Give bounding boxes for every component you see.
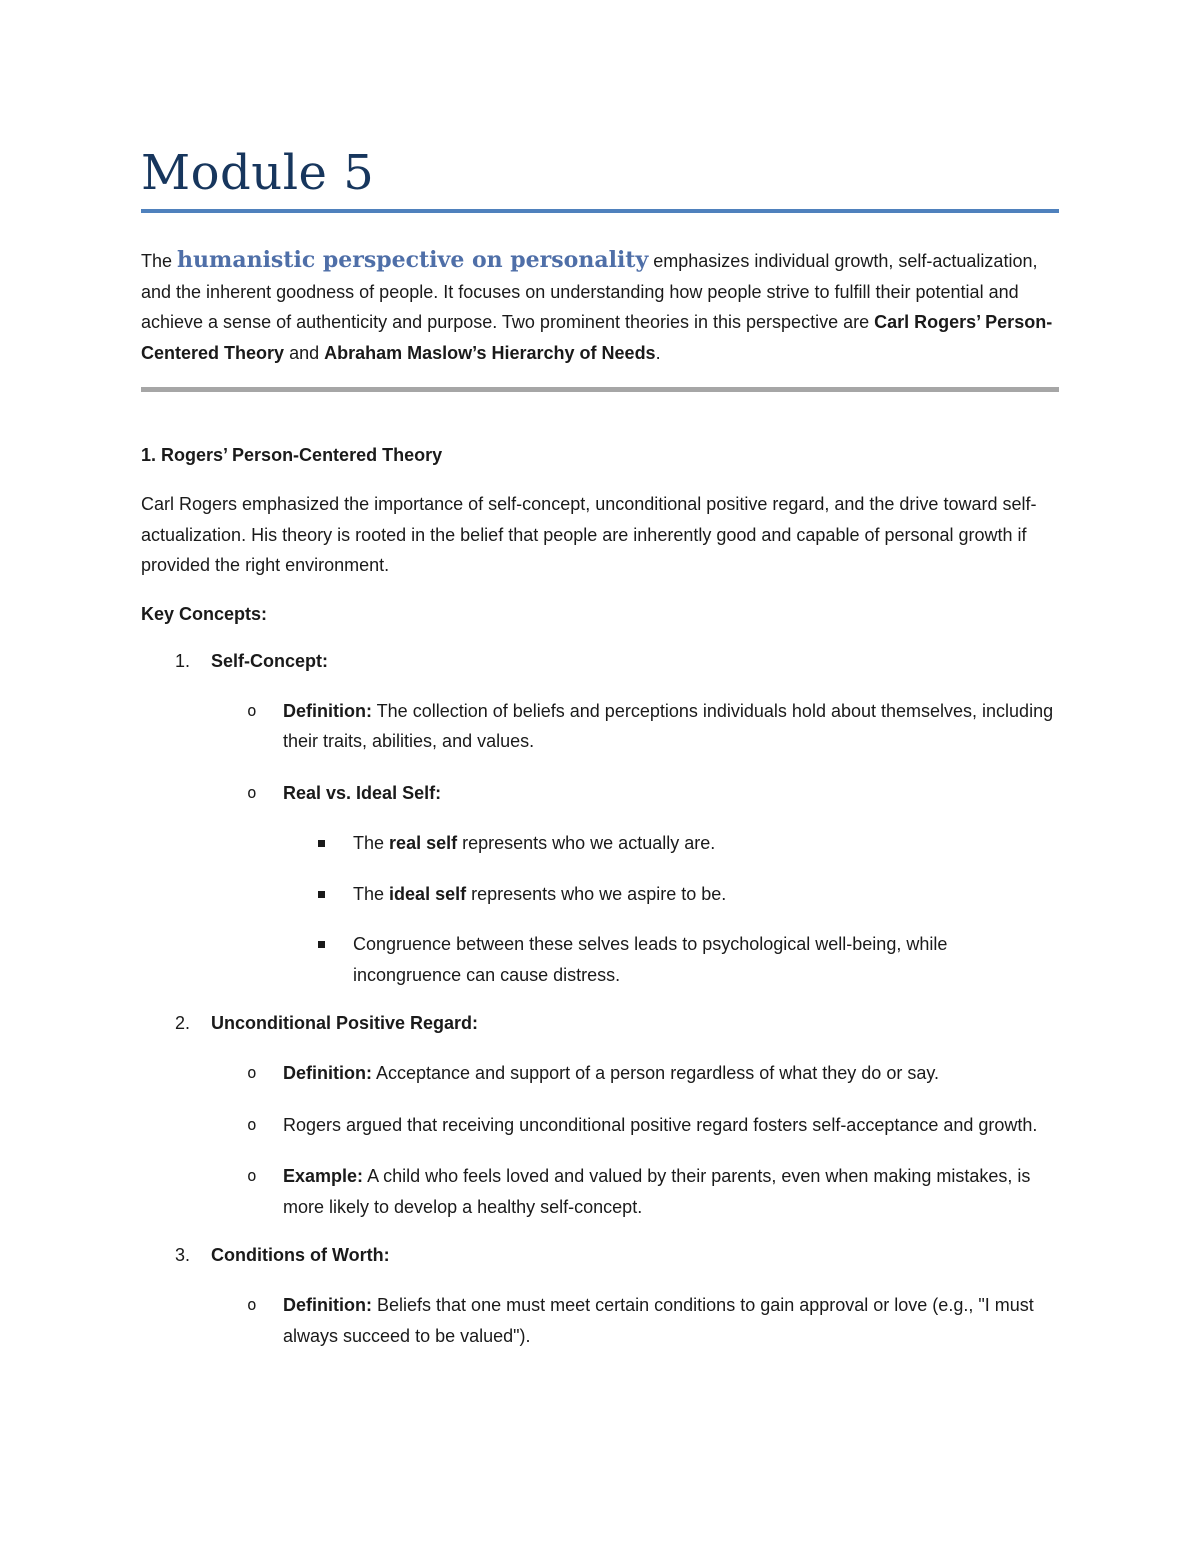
bullet-text: Congruence between these selves leads to psychological well-being, while incongruence can cause distress. xyxy=(353,934,948,985)
intro-paragraph xyxy=(141,245,1059,368)
definition-text: Acceptance and support of a person regardless of what they do or say. xyxy=(376,1063,940,1083)
subsub-item-congruence xyxy=(141,929,1059,990)
concepts-list xyxy=(141,647,1059,1352)
intro-end: . xyxy=(655,342,661,363)
sub-item-definition xyxy=(141,696,1059,757)
concept-number: 1. xyxy=(175,650,191,671)
concept-title: Unconditional Positive Regard: xyxy=(211,1013,479,1033)
concept-title: Self-Concept: xyxy=(211,650,328,671)
definition-label: Definition: xyxy=(283,1295,372,1315)
bullet-pre: The xyxy=(353,833,385,853)
circle-bullet-icon: o xyxy=(247,1166,257,1185)
concept-item-conditions-of-worth xyxy=(141,1241,1059,1351)
circle-bullet-icon: o xyxy=(247,700,257,720)
circle-bullet-icon: o xyxy=(247,1295,257,1314)
sub-item-real-vs-ideal xyxy=(141,778,1059,991)
definition-label: Definition: xyxy=(283,1063,372,1083)
intro-and: and xyxy=(289,342,320,363)
concept-item-self-concept xyxy=(141,647,1059,991)
definition-text: The collection of beliefs and perceptions individuals hold about themselves, including their traits, abilities, and values. xyxy=(283,700,1054,751)
square-bullet-icon xyxy=(318,840,325,847)
intro-mid: emphasizes individual growth, self-actualization, and the inherent goodness of people. It focuses on understanding how people strive to fulfill their potential and achieve a sense of authenticity and purpose. Two prominent theories in this perspective are xyxy=(141,251,1038,332)
bullet-post: represents who we aspire to be. xyxy=(471,883,727,904)
example-text: A child who feels loved and valued by their parents, even when making mistakes, is more likely to develop a healthy self-concept. xyxy=(283,1166,1031,1217)
title-underline-rule xyxy=(141,209,1059,213)
definition-text: Beliefs that one must meet certain conditions to gain approval or love (e.g., "I must always succeed to be valued"). xyxy=(283,1295,1034,1346)
square-bullet-icon xyxy=(318,891,325,898)
intro-highlight: humanistic perspective on personality xyxy=(177,247,649,273)
document-content xyxy=(141,140,1059,1351)
concept-title: Conditions of Worth: xyxy=(211,1245,390,1265)
intro-theory-rogers: Carl Rogers’ Person-Centered Theory xyxy=(141,312,1053,363)
sub-item-definition xyxy=(141,1058,1059,1089)
page-title: Module 5 xyxy=(141,145,375,201)
sub-text: Rogers argued that receiving unconditional positive regard fosters self-acceptance and growth. xyxy=(283,1114,1038,1135)
bullet-post: represents who we actually are. xyxy=(462,833,716,853)
section-divider-rule xyxy=(141,387,1059,392)
sub-list xyxy=(211,696,1059,991)
subsub-item-ideal-self xyxy=(141,879,1059,910)
sub-item-definition xyxy=(141,1290,1059,1351)
sub-list xyxy=(211,1058,1059,1222)
bullet-bold: ideal self xyxy=(389,883,467,904)
circle-bullet-icon: o xyxy=(247,1114,257,1134)
square-bullet-icon xyxy=(318,941,325,948)
subsub-item-real-self xyxy=(141,828,1059,859)
example-label: Example: xyxy=(283,1166,364,1186)
concept-number: 3. xyxy=(175,1245,191,1265)
concept-number: 2. xyxy=(175,1013,191,1033)
circle-bullet-icon: o xyxy=(247,1063,257,1082)
circle-bullet-icon: o xyxy=(247,782,257,802)
subsub-list xyxy=(283,828,1059,990)
definition-label: Definition: xyxy=(283,700,372,721)
real-vs-ideal-label: Real vs. Ideal Self: xyxy=(283,782,442,803)
section-heading-rogers: 1. Rogers’ Person-Centered Theory xyxy=(141,445,443,465)
sub-item-rogers-argued xyxy=(141,1110,1059,1141)
sub-list xyxy=(211,1290,1059,1351)
intro-pre: The xyxy=(141,251,173,271)
bullet-bold: real self xyxy=(389,833,458,853)
bullet-pre: The xyxy=(353,883,385,904)
intro-theory-maslow: Abraham Maslow’s Hierarchy of Needs xyxy=(324,342,656,363)
rogers-paragraph: Carl Rogers emphasized the importance of self-concept, unconditional positive regard, and the drive toward self-actualization. His theory is rooted in the belief that people are inherently good and capable of personal growth if provided the right environment. xyxy=(141,494,1037,575)
key-concepts-heading: Key Concepts: xyxy=(141,603,268,624)
concept-item-unconditional-positive-regard xyxy=(141,1009,1059,1222)
sub-item-example xyxy=(141,1161,1059,1222)
